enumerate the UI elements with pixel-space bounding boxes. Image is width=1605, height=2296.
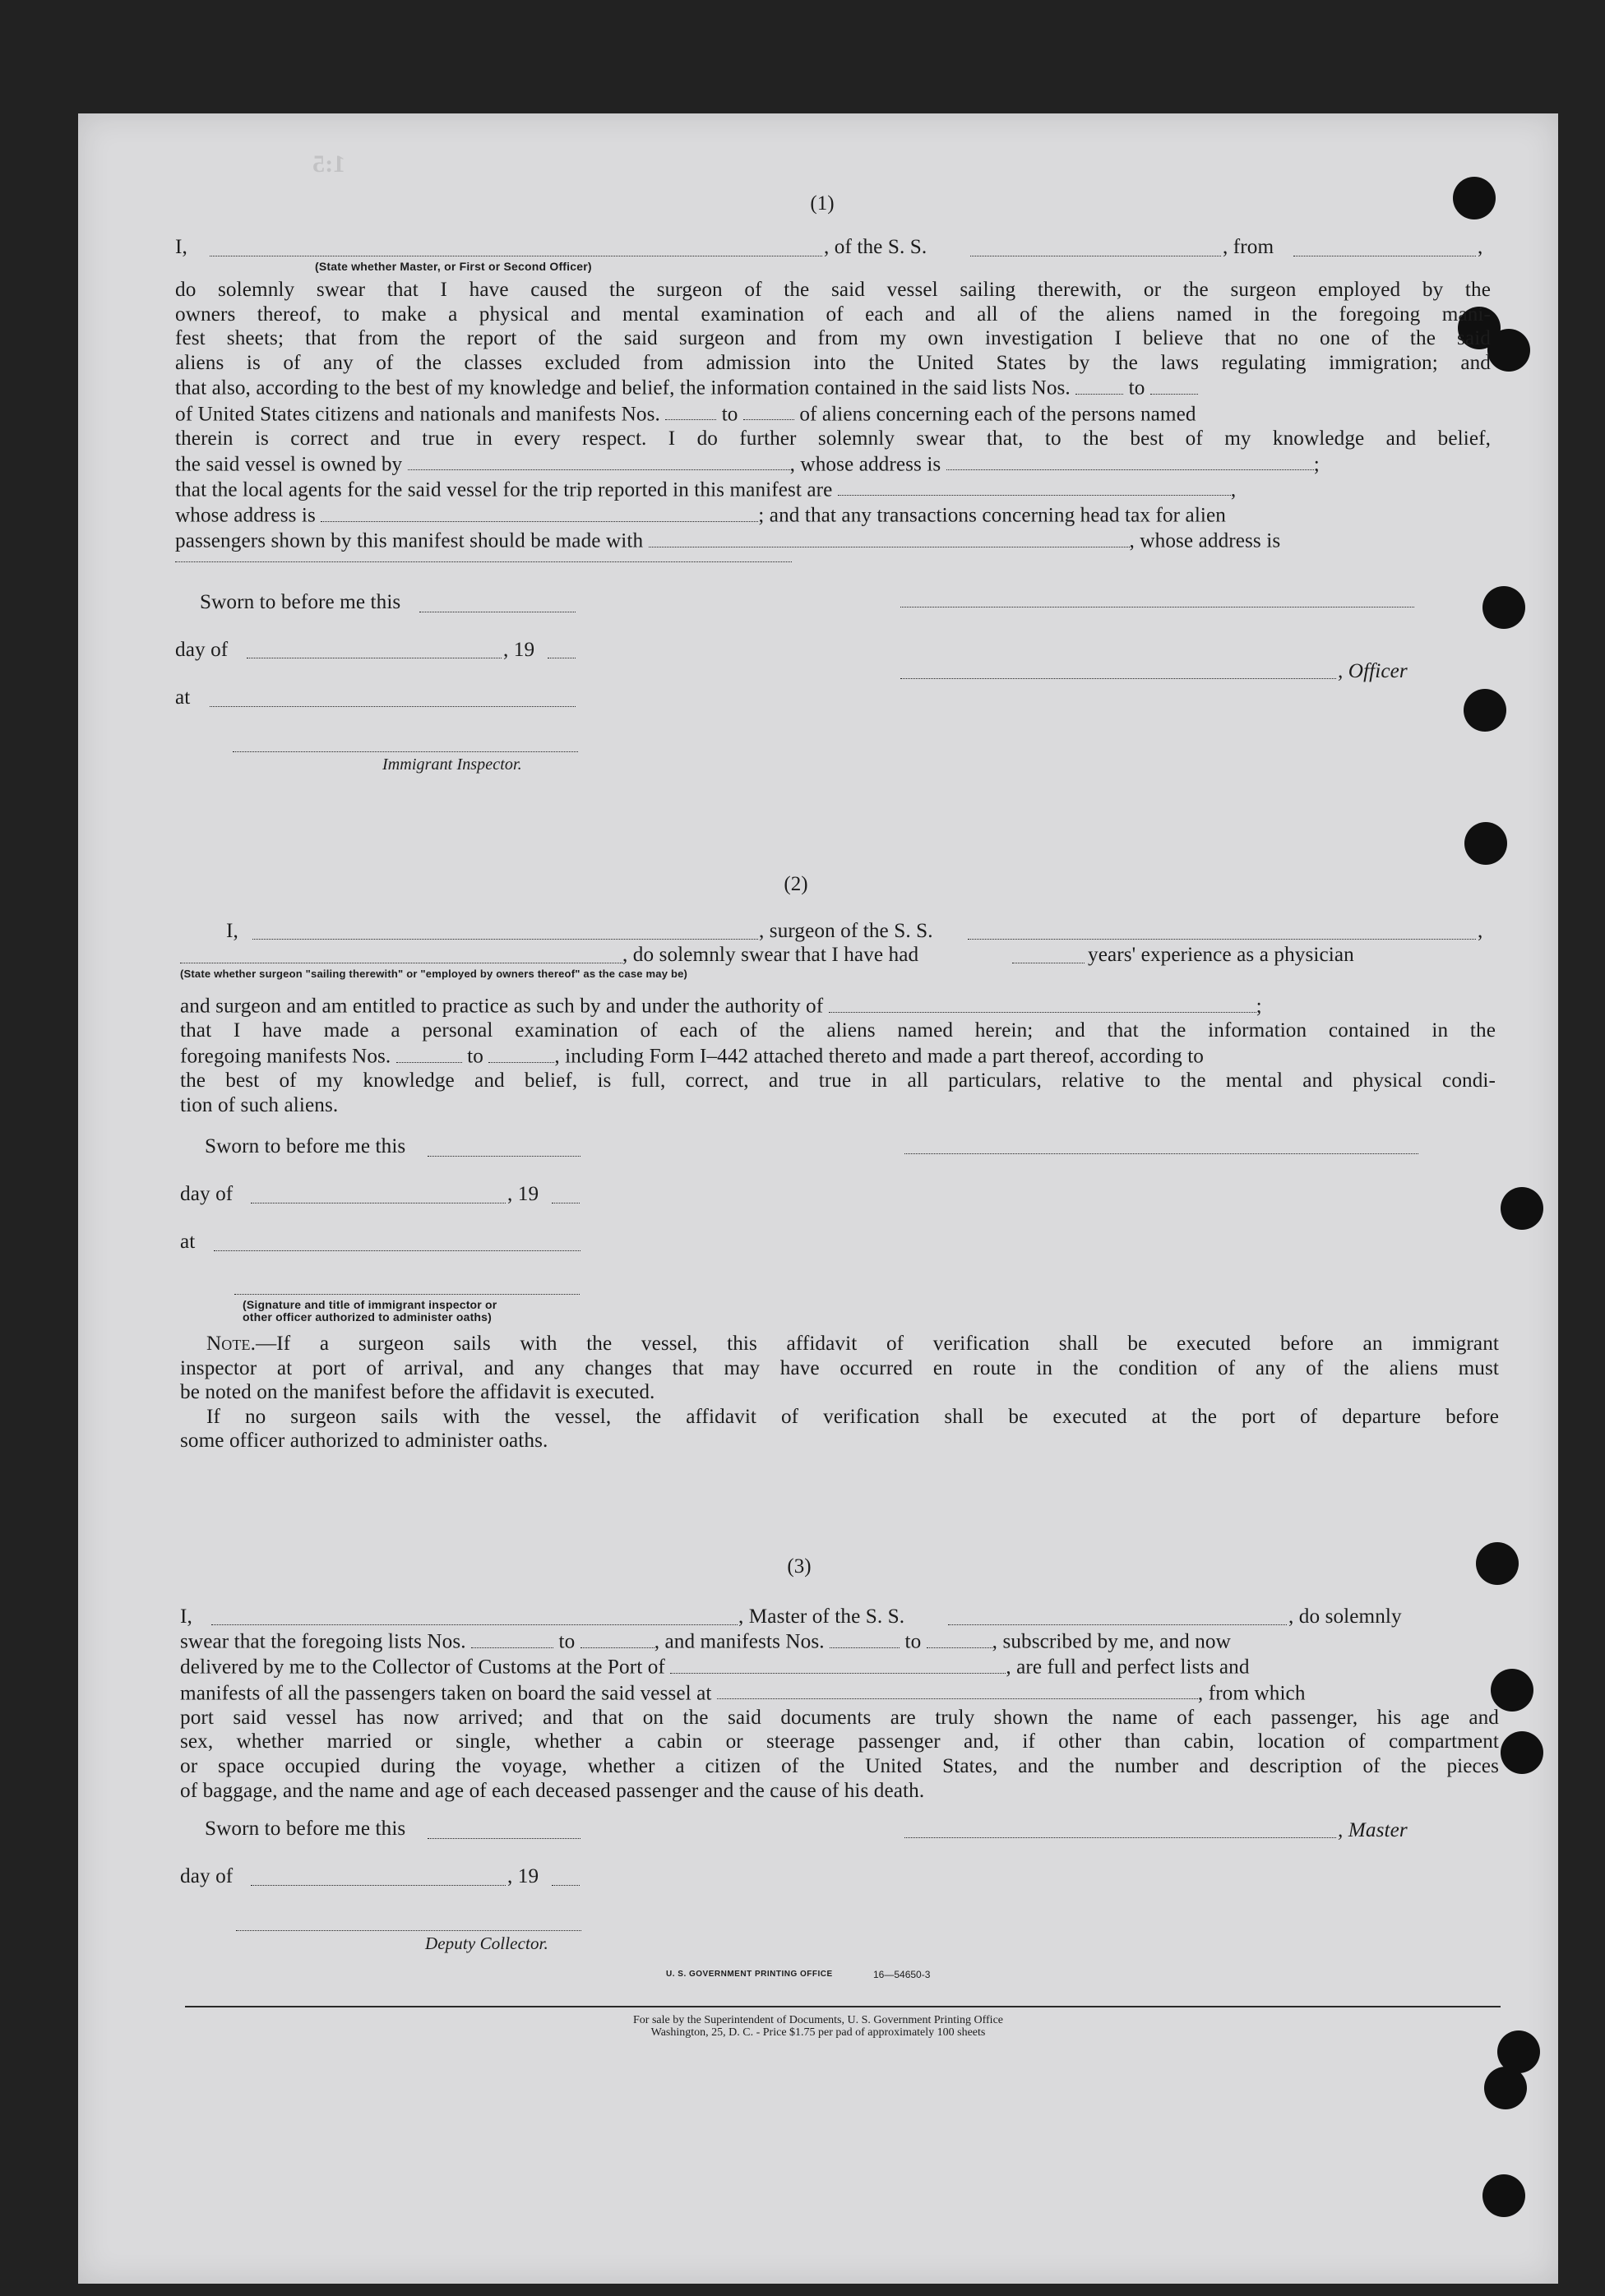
surgeon-name-field[interactable] [252,939,758,940]
punch-hole [1482,586,1525,629]
day-of-label: day of [180,1183,234,1205]
oath-line: fest sheets; that from the report of the said surgeon and from my own investigation I believe that no one of the said [175,327,1491,350]
sworn-day-field[interactable] [428,1838,580,1839]
gpo-code: 16—54650-3 [873,1969,931,1980]
section-1-oath-text [175,278,1491,554]
swear-label: , do solemnly swear that I have had [622,944,919,966]
oath-line: owners thereof, to make a physical and mental examination of each and all of the aliens named in the foregoing mani- [175,303,1491,326]
signature-caption-line: (Signature and title of immigrant inspector or [243,1298,497,1311]
list-from-field[interactable] [471,1628,553,1648]
punch-hole [1501,1187,1543,1230]
inspector-label: Immigrant Inspector. [382,755,522,774]
end-comma: , [1478,920,1483,942]
solemnly-label: , do solemnly [1288,1605,1402,1628]
section-3-oath-text [180,1628,1499,1803]
end-comma: , [1478,236,1483,258]
punch-hole [1476,1542,1519,1585]
oath-line: and surgeon and am entitled to practice as such by and under the authority of ; [180,993,1496,1019]
surgeon-signature-field[interactable] [904,1153,1418,1154]
form-page [78,113,1558,2284]
oath-line: swear that the foregoing lists Nos. to , and manifests Nos. to , subscribed by me, and now [180,1628,1499,1654]
oath-line: aliens is of any of the classes excluded from admission into the United States by the laws regulating immigration; and [175,351,1491,374]
punch-hole [1501,1731,1543,1774]
manifest-to-field[interactable] [488,1043,554,1063]
master-vessel-field[interactable] [948,1624,1287,1625]
list-from-field[interactable] [1075,375,1123,395]
surgeon-vessel-field[interactable] [968,939,1476,940]
year-label: , 19 [503,639,535,661]
punch-hole [1453,177,1496,219]
punch-hole [1484,2067,1527,2109]
administering-officer-signature-field[interactable] [234,1294,580,1295]
signature-caption [243,1299,497,1324]
note-text [180,1332,1499,1453]
manifest-from-field[interactable] [396,1043,462,1063]
at-label: at [180,1231,196,1253]
oath-line: of United States citizens and nationals and manifests Nos. to of aliens concerning each of the persons named [175,401,1491,427]
section-3-lead: I, [180,1605,192,1628]
note-line: Note.—If a surgeon sails with the vessel, this affidavit of verification shall be executed before an immigrant [206,1333,1499,1355]
sale-notice-line: Washington, 25, D. C. - Price $1.75 per pad of approximately 100 sheets [650,2026,986,2039]
at-place-field[interactable] [210,706,576,707]
lead-text: I, [175,236,187,258]
oath-line: of baggage, and the name and age of each deceased passenger and the cause of his death. [180,1779,925,1802]
gpo-imprint: U. S. GOVERNMENT PRINTING OFFICE [666,1970,833,1979]
punch-hole [1482,2174,1525,2217]
oath-line: that I have made a personal examination of each of the aliens named herein; and that the information contained in the [180,1019,1496,1042]
officer-caption: (State whether Master, or First or Second Officer) [315,260,592,273]
boarding-port-field[interactable] [717,1680,1198,1700]
from-label: , from [1223,236,1274,258]
manifest-to-field[interactable] [743,401,794,421]
oath-line: port said vessel has now arrived; and that on the said documents are truly shown the name of each passenger, his age and [180,1706,1499,1729]
master-label: , Master [1338,1819,1408,1841]
local-agents-field[interactable] [838,477,1231,497]
note-line: inspector at port of arrival, and any changes that may have occurred en route in the condition of any of the aliens must [180,1356,1499,1379]
oath-line: sex, whether married or single, whether a cabin or steerage passenger and, if other than cabin, location of compartment [180,1730,1499,1753]
surgeon-caption: (State whether surgeon "sailing therewith" or "employed by owners thereof" as the case may be) [180,968,688,980]
signature-caption-line: other officer authorized to administer oaths) [243,1310,493,1324]
sale-notice-line: For sale by the Superintendent of Documents, U. S. Government Printing Office [633,2014,1003,2026]
of-ss-label: , of the S. S. [824,236,927,258]
oath-line: that also, according to the best of my knowledge and belief, the information contained in the said lists Nos. to [175,375,1491,400]
section-2-lead: I, [226,920,238,942]
oath-line: delivered by me to the Collector of Customs at the Port of , are full and perfect lists and [180,1654,1499,1679]
note-line: some officer authorized to administer oaths. [180,1430,548,1453]
stamp-number: 1:5 [312,150,345,178]
day-of-label: day of [180,1865,234,1887]
owner-field[interactable] [408,451,790,471]
at-place-field[interactable] [214,1250,580,1251]
year-label: , 19 [507,1183,539,1205]
head-tax-contact-field[interactable] [649,528,1130,547]
list-to-field[interactable] [580,1628,654,1648]
oath-line: foregoing manifests Nos. to , including Form I–442 attached thereto and made a part thereof, according to [180,1043,1496,1069]
day-of-label: day of [175,639,229,661]
oath-line: therein is correct and true in every respect. I do further solemnly swear that, to the best of my knowledge and belief, [175,427,1491,450]
punch-hole [1487,329,1530,372]
at-label: at [175,686,191,709]
manifest-from-field[interactable] [665,401,716,421]
section-2-oath-text [180,993,1496,1117]
manifest-to-field[interactable] [927,1628,992,1648]
oath-line: tion of such aliens. [180,1093,339,1116]
section-1-number: (1) [810,192,835,215]
agents-address-field[interactable] [321,502,758,522]
oath-line: manifests of all the passengers taken on board the said vessel at , from which [180,1680,1499,1706]
owner-address-field[interactable] [946,451,1314,471]
port-field[interactable] [670,1654,1006,1674]
manifest-from-field[interactable] [830,1628,900,1648]
collector-signature-field[interactable] [236,1930,581,1931]
head-tax-address-field[interactable] [175,561,792,562]
section-2-number: (2) [784,873,808,895]
section-1-lead [175,235,187,260]
officer-label: , Officer [1338,660,1408,682]
sworn-label: Sworn to before me this [205,1818,406,1840]
note-line: be noted on the manifest before the affidavit is executed. [180,1381,655,1404]
sale-notice [78,2014,1558,2039]
oath-line: the said vessel is owned by , whose address is ; [175,451,1491,477]
authority-field[interactable] [829,993,1256,1013]
master-name-field[interactable] [211,1624,738,1625]
collector-label: Deputy Collector. [425,1933,548,1953]
years-label: years' experience as a physician [1088,944,1354,966]
officer-title-field[interactable] [900,678,1336,679]
year-label: , 19 [507,1865,539,1887]
punch-hole [1464,689,1506,732]
list-to-field[interactable] [1150,375,1198,395]
inspector-signature-field[interactable] [233,751,578,752]
month-field[interactable] [251,1885,506,1886]
sworn-label: Sworn to before me this [205,1135,406,1157]
sworn-label: Sworn to before me this [200,591,401,613]
punch-hole [1464,822,1507,865]
section-3-number: (3) [787,1555,812,1578]
oath-line: the best of my knowledge and belief, is full, correct, and true in all particulars, relative to the mental and physical condi- [180,1069,1496,1093]
sworn-day-field[interactable] [428,1156,580,1157]
master-signature-field[interactable] [904,1837,1336,1838]
master-of-label: , Master of the S. S. [738,1605,905,1628]
footer-rule [185,2006,1501,2007]
oath-line: whose address is ; and that any transactions concerning head tax for alien [175,502,1491,528]
oath-line: do solemnly swear that I have caused the surgeon of the said vessel sailing therewith, or the surgeon employed by the [175,279,1491,301]
surgeon-of-label: , surgeon of the S. S. [759,920,933,942]
year-field[interactable] [552,1885,580,1886]
oath-line: that the local agents for the said vessel for the trip reported in this manifest are , [175,477,1491,502]
oath-line: passengers shown by this manifest should be made with , whose address is [175,528,1491,553]
note-line: If no surgeon sails with the vessel, the affidavit of verification shall be executed at the port of departure before [206,1405,1499,1428]
oath-line: or space occupied during the voyage, whether a citizen of the United States, and the number and description of the pieces [180,1754,1499,1777]
